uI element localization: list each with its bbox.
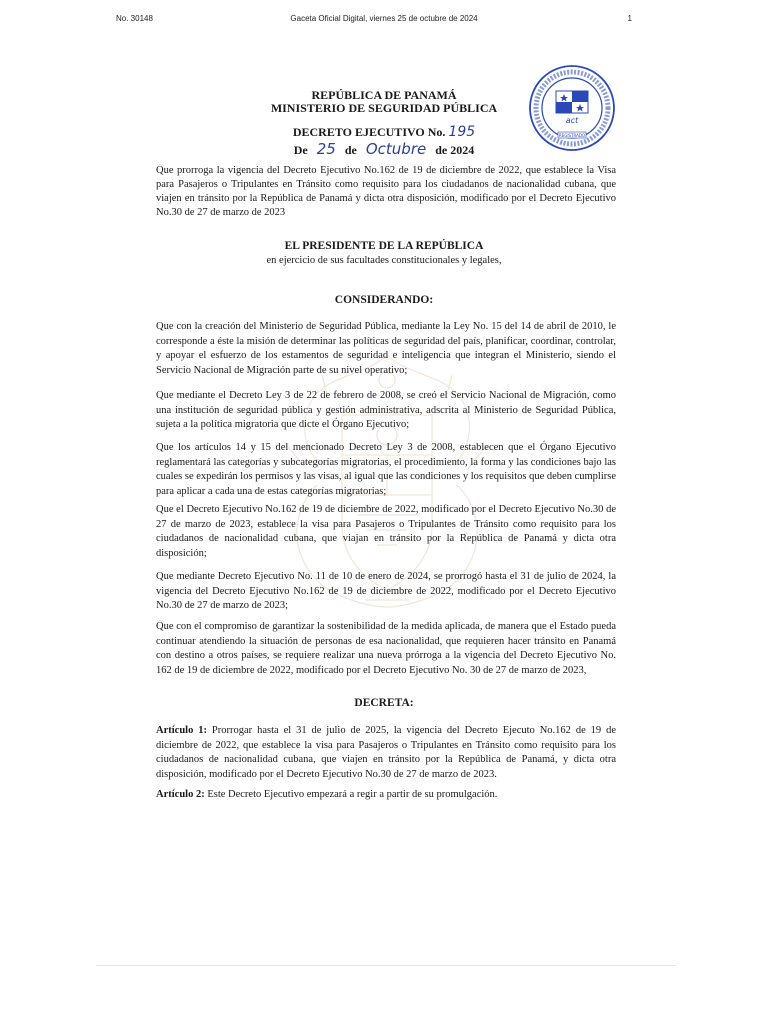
considerando-paragraph: Que con la creación del Ministerio de Seguridad Pública, mediante la Ley No. 15 del 14 de abril de 2010, le corresponde a éste la misión de determinar las políticas de seguridad del país, planificar, coordinar, controlar, y apoyar el esfuerzo de los estamentos de seguridad e inteligencia que integran el Ministerio, siendo el Servicio Nacional de Migración parte de su nivel operativo;	[156, 321, 616, 376]
considerando-heading: CONSIDERANDO:	[334, 294, 434, 306]
decree-summary: Que prorroga la vigencia del Decreto Ejecutivo No.162 de 19 de diciembre de 2022, que establece la Visa para Pasajeros o Tripulantes en Tránsito como requisito para los ciudadanos de nacionalidad cubana, que viajen en tránsito por la República de Panamá y dicta otra disposición, modificado por el Decreto Ejecutivo No.30 de 27 de marzo de 2023	[156, 165, 616, 218]
decree-de-label: De	[293, 143, 308, 157]
page-footer-rule	[96, 965, 676, 966]
considerando-paragraph: Que mediante Decreto Ejecutivo No. 11 de 10 de enero de 2024, se prorrogó hasta el 31 de julio de 2024, la vigencia del Decreto Ejecutivo No.162 de 19 de diciembre de 2022, modificado por el Decreto Ejecutivo No.30 de 27 de marzo de 2023;	[156, 571, 616, 611]
decree-number-line	[0, 124, 768, 140]
article-1	[156, 724, 616, 782]
ministry-title: MINISTERIO DE SEGURIDAD PÚBLICA	[270, 101, 498, 115]
considerando-paragraph: Que mediante el Decreto Ley 3 de 22 de febrero de 2008, se creó el Servicio Nacional de Migración, como una institución de seguridad pública y gestión administrativa, adscrita al Ministerio de Seguridad Pública, sujeta a la política migratoria que dicte el Órgano Ejecutivo;	[156, 390, 616, 430]
decree-number-handwritten: 195	[448, 124, 476, 140]
decree-label: DECRETO EJECUTIVO No.	[292, 125, 446, 139]
republic-title: REPÚBLICA DE PANAMÁ	[311, 88, 457, 102]
gazette-title: Gaceta Oficial Digital, viernes 25 de octubre de 2024	[290, 14, 478, 23]
decree-de-label-2: de	[344, 143, 357, 157]
page-number: 1	[627, 14, 632, 23]
considerando-paragraph: Que con el compromiso de garantizar la sostenibilidad de la medida aplicada, de manera que el Estado pueda continuar atendiendo la situación de personas de esa nacionalidad, que requieren hacer tránsito en Panamá con destino a otros países, se requiere realizar una nueva prórroga a la vigencia del Decreto Ejecutivo No. 162 de 19 de diciembre de 2022, modificado por el Decreto Ejecutivo No. 30 de 27 de marzo de 2023,	[156, 621, 616, 676]
president-heading: EL PRESIDENTE DE LA REPÚBLICA	[284, 240, 484, 252]
article-2-label: Artículo 2:	[156, 789, 205, 800]
article-2	[156, 788, 616, 803]
article-1-text: Prorrogar hasta el 31 de julio de 2025, la vigencia del Decreto Ejecuto No.162 de 19 de diciembre de 2022, que establece la visa para Pasajeros o Tripulantes en Tránsito como requisito para los ciudadanos de nacionalidad cubana, que viajen en tránsito por la República de Panamá, y dicta otra disposición, modificado por el Decreto Ejecutivo No.30 de 27 de marzo de 2023.	[156, 725, 616, 780]
gazette-header	[0, 14, 768, 28]
president-subheading: en ejercicio de sus facultades constitucionales y legales,	[266, 255, 502, 266]
considerando-paragraph: Que los artículos 14 y 15 del mencionado Decreto Ley 3 de 2008, establecen que el Órgano Ejecutivo reglamentará las categorías y subcategorías migratorias, el procedimiento, la forma y las condiciones bajo las cuales se expedirán los permisos y las visas, al igual que las condiciones y los requisitos que deben cumplirse para aplicar a cada una de estas categorías migratorias;	[156, 442, 616, 497]
seal-center-text: act	[565, 116, 579, 125]
decreta-heading: DECRETA:	[354, 697, 414, 709]
decree-day-handwritten: 25	[316, 140, 336, 158]
decree-month-handwritten: Octubre	[365, 140, 427, 158]
decree-year: de 2024	[435, 143, 475, 157]
article-2-text: Este Decreto Ejecutivo empezará a regir a partir de su promulgación.	[207, 789, 498, 800]
decree-date-line	[0, 140, 768, 158]
considerando-paragraph: Que el Decreto Ejecutivo No.162 de 19 de diciembre de 2022, modificado por el Decreto Ejecutivo No.30 de 27 de marzo de 2023, establece la visa para Pasajeros o Tripulantes de Tránsito como requisito para los ciudadanos de nacionalidad cubana, que viajan en tránsito por la República de Panamá y dicta otra disposición;	[156, 504, 616, 559]
gazette-number: No. 30148	[116, 14, 153, 23]
seal-bottom-text: REGISTRADO	[558, 133, 586, 138]
article-1-label: Artículo 1:	[156, 725, 207, 736]
